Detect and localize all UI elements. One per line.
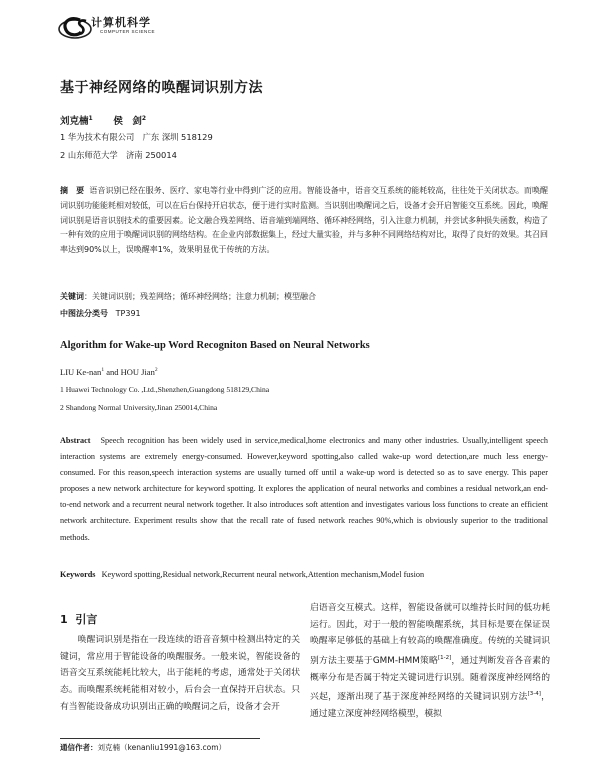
body-text: ，通过判断发音各音素的概率分布是否属于特定关键词进行识别。随着深度神经网络的兴起，逐渐出现了基于深度神经网络的关键词识别方法 xyxy=(310,656,550,703)
body-paragraph: 唤醒词识别是指在一段连续的语音音频中检测出特定的关键词，常应用于智能设备的唤醒服务。一般来说，智能设备的语音交互系统能耗比较大，出于能耗的考虑，通常处于关闭状态。而唤醒系统耗能相对较小，后台会一直保持开启状态。只有当智能设备成功识别出正确的唤醒词之后，设备才会开 xyxy=(60,635,300,712)
affiliation-en-2: 2 Shandong Normal University,Jinan 250014,China xyxy=(60,403,218,412)
author-name: 侯 剑 xyxy=(113,116,142,127)
affiliation-cn-1: 1 华为技术有限公司 广东 深圳 518129 xyxy=(60,132,213,142)
body-column-right xyxy=(310,600,550,723)
author-sup: 1 xyxy=(88,114,93,122)
body-text: ，通过建立深度神经网络模型，模拟 xyxy=(310,692,550,720)
clc-number xyxy=(60,308,141,319)
citation: [3-4] xyxy=(527,691,541,698)
abstract-cn xyxy=(60,184,548,258)
abstract-en-text: Speech recognition has been widely used in service,medical,home electronics and many other industries. Usually,intelligent speech interaction systems are extremely energy-consumed. However,keyword spotting,also called wake-up word detection,are much less energy-consumed. For this reason,speech interaction systems are usually turned off until a wake-up word is detected so as to save energy. This paper proposes a new network architecture for keyword spotting. It explores the application of neural networks and combines a residual network,an end-to-end network and a recurrent neural network together. It also introduces soft attention and investigates various loss functions to create an efficient network architecture. Experiment results show that the recall rate of fused network reaches 90%,which is obviously superior to the traditional methods. xyxy=(60,436,548,542)
citation: [1-2] xyxy=(437,655,452,662)
body-column-left xyxy=(60,632,300,716)
author-sup: 2 xyxy=(154,367,158,374)
journal-name-en: COMPUTER SCIENCE xyxy=(100,29,156,34)
section-number: 1 xyxy=(60,613,68,626)
keywords-en-label: Keywords xyxy=(60,570,96,579)
body-text: 启语音交互模式。这样，智能设备就可以维持长时间的低功耗运行。因此，对于一般的智能唤醒系统，其目标是要在保证误唤醒率足够低的基础上有较高的唤醒准确度。传统的关键词识别方法主要基于GMM-HMM策略 xyxy=(310,603,550,667)
abstract-en xyxy=(60,433,548,546)
abstract-cn-label: 摘 要 xyxy=(60,186,85,195)
section-heading xyxy=(60,611,97,627)
author-join: and xyxy=(106,367,119,377)
journal-emblem-icon xyxy=(58,12,94,46)
abstract-cn-text: 语音识别已经在服务、医疗、家电等行业中得到广泛的应用。智能设备中，语音交互系统的能耗较高，往往处于关闭状态。而唤醒词识别功能能耗相对较低，可以在后台保持开启状态，便于进行实时监测。当识别出唤醒词之后，设备才会开启智能交互系统。因此，唤醒词识别是语音识别技术的重要因素。论文融合残差网络、语音端到端网络、循环神经网络，引入注意力机制，并尝试多种损失函数，构造了一种有效的应用于唤醒词识别的网络结构。在企业内部数据集上，经过大量实验，并与多种不同网络结构对比，取得了良好的效果。其召回率达到90%以上，误唤醒率1%，效果明显优于传统的方法。 xyxy=(60,186,549,255)
section-title: 引言 xyxy=(75,613,98,626)
author-name: HOU Jian xyxy=(120,367,155,377)
footnote-divider xyxy=(60,738,260,739)
paper-title-en: Algorithm for Wake-up Word Recogniton Based on Neural Networks xyxy=(60,340,370,351)
author-name: LIU Ke-nan xyxy=(60,367,102,377)
keywords-cn-text: 关键词识别；残差网络；循环神经网络；注意力机制；模型融合 xyxy=(92,292,316,301)
footnote-text: 刘克楠（kenanliu1991@163.com） xyxy=(97,743,227,752)
author-sup: 2 xyxy=(141,114,147,122)
keywords-en-text: Keyword spotting,Residual network,Recurrent neural network,Attention mechanism,Model fusion xyxy=(101,570,425,579)
journal-logo xyxy=(58,12,198,48)
body-paragraph xyxy=(310,600,550,723)
clc-label: 中图法分类号 xyxy=(60,309,108,318)
keywords-cn: 关键词：关键词识别；残差网络；循环神经网络；注意力机制；模型融合 xyxy=(60,292,316,301)
authors-en xyxy=(60,367,158,377)
affiliation-cn-2: 2 山东师范大学 济南 250014 xyxy=(60,150,177,160)
author-name: 刘克楠 xyxy=(60,116,89,127)
author-sup: 1 xyxy=(101,367,105,374)
affiliation-en-1: 1 Huawei Technology Co. ,Ltd.,Shenzhen,Guangdong 518129,China xyxy=(60,385,270,394)
clc-value: TP391 xyxy=(115,309,141,318)
footnote-label: 通信作者： xyxy=(60,743,98,752)
footnote xyxy=(60,742,226,753)
keywords-cn-label: 关键词 xyxy=(60,292,84,301)
keywords-en xyxy=(60,570,424,579)
paper-title-cn: 基于神经网络的唤醒词识别方法 xyxy=(60,80,263,96)
journal-name-cn: 计算机科学 xyxy=(91,16,151,29)
abstract-en-label: Abstract xyxy=(60,436,91,445)
authors-cn xyxy=(60,113,146,127)
